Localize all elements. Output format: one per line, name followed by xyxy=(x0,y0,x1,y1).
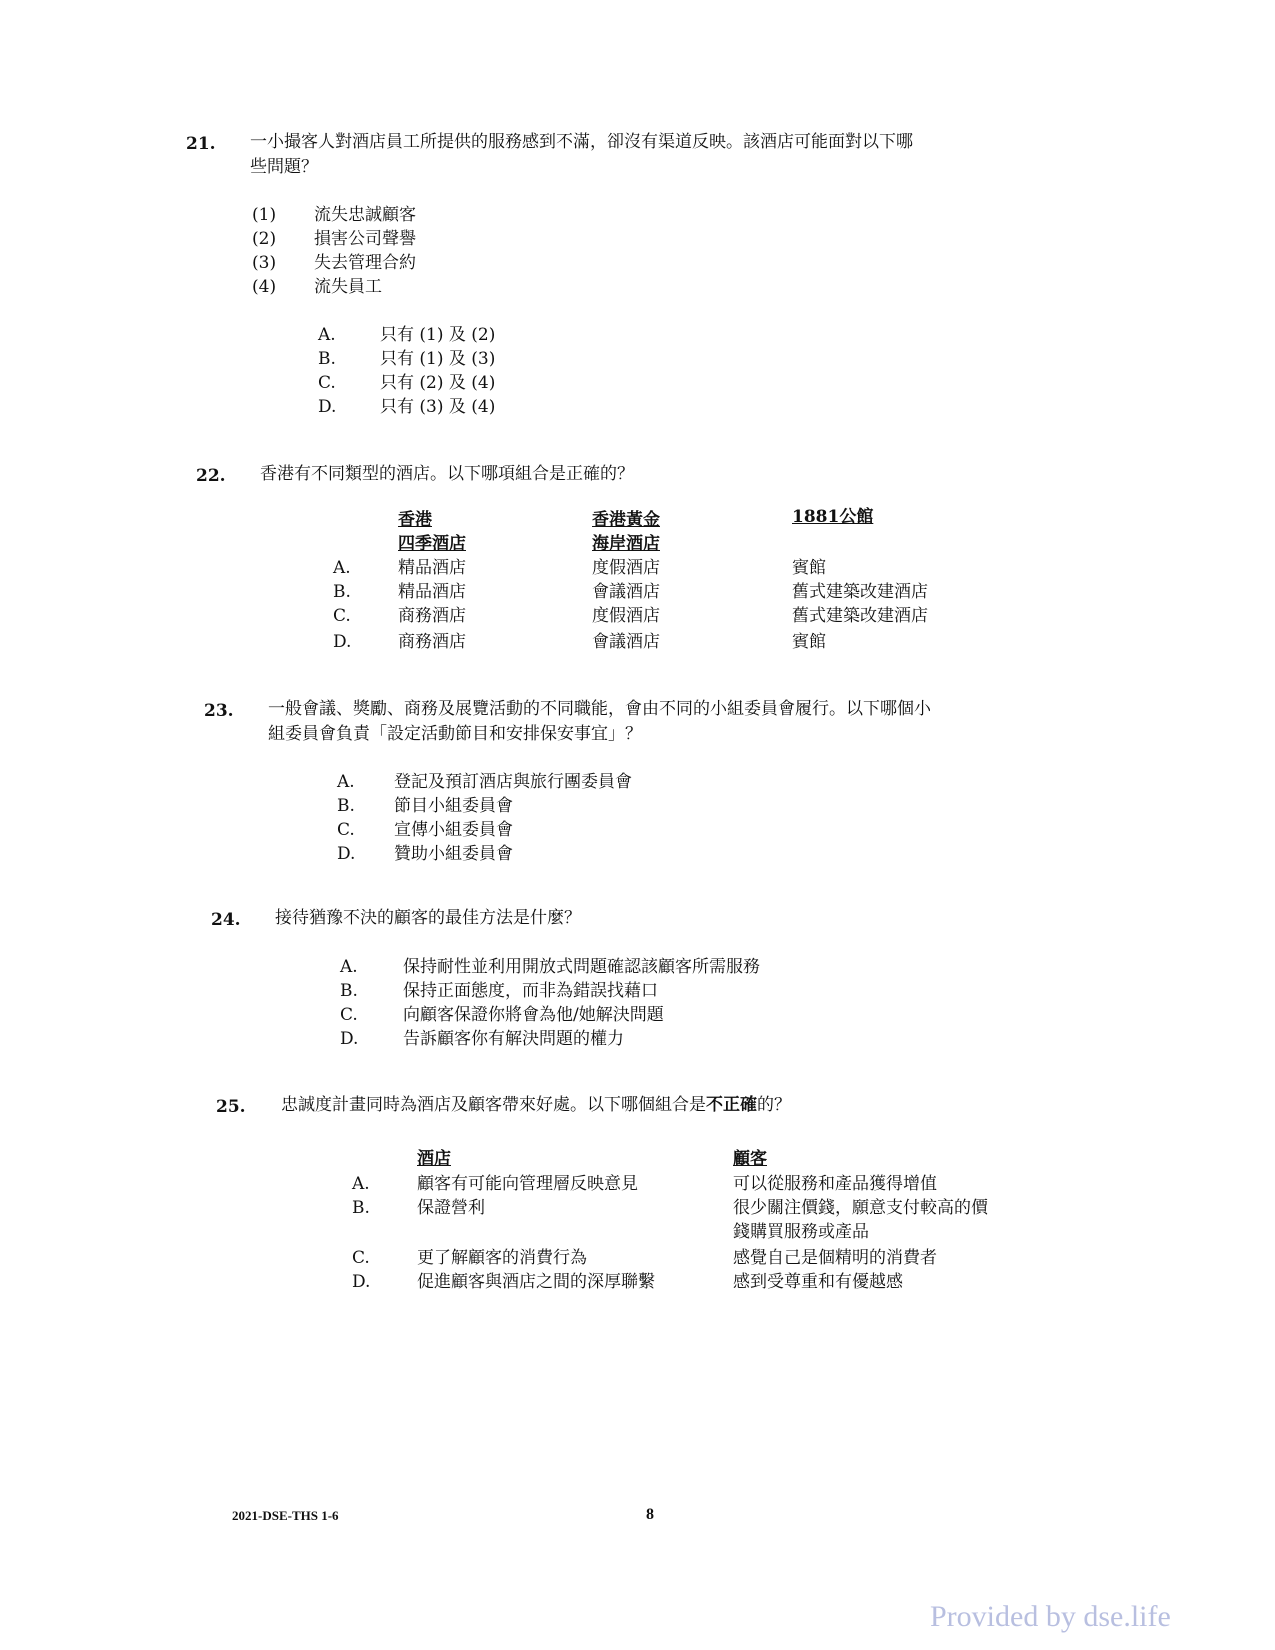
column-header: 香港黃金 xyxy=(592,510,660,530)
source-watermark-link[interactable]: Provided by dse.life xyxy=(930,1600,1171,1633)
column-header: 四季酒店 xyxy=(398,534,466,554)
column-header: 1881公館 xyxy=(792,507,874,527)
question-number: 23. xyxy=(204,701,234,721)
question-text-line1: 一般會議、獎勵、商務及展覽活動的不同職能，會由不同的小組委員會履行。以下哪個小 xyxy=(268,699,931,719)
question-text: 接待猶豫不決的顧客的最佳方法是什麼？ xyxy=(275,908,581,928)
question-number: 21. xyxy=(186,134,216,154)
question-text: 忠誠度計畫同時為酒店及顧客帶來好處。以下哪個組合是不正確的？ xyxy=(281,1095,791,1115)
question-text-line1: 一小撮客人對酒店員工所提供的服務感到不滿，卻沒有渠道反映。該酒店可能面對以下哪 xyxy=(250,132,913,152)
page-number: 8 xyxy=(646,1506,654,1523)
column-header: 香港 xyxy=(398,510,432,530)
paper-code: 2021-DSE-THS 1-6 xyxy=(232,1508,339,1523)
column-header: 酒店 xyxy=(417,1149,451,1169)
question-number: 22. xyxy=(196,466,226,486)
question-text-line2: 組委員會負責「設定活動節目和安排保安事宜」？ xyxy=(268,724,642,744)
question-number: 24. xyxy=(211,910,241,930)
emphasis-text: 不正確 xyxy=(706,1095,757,1115)
question-text-line2: 些問題？ xyxy=(250,157,318,177)
column-header: 顧客 xyxy=(733,1149,767,1169)
question-text: 香港有不同類型的酒店。以下哪項組合是正確的？ xyxy=(260,464,634,484)
question-number: 25. xyxy=(216,1097,246,1117)
column-header: 海岸酒店 xyxy=(592,534,660,554)
